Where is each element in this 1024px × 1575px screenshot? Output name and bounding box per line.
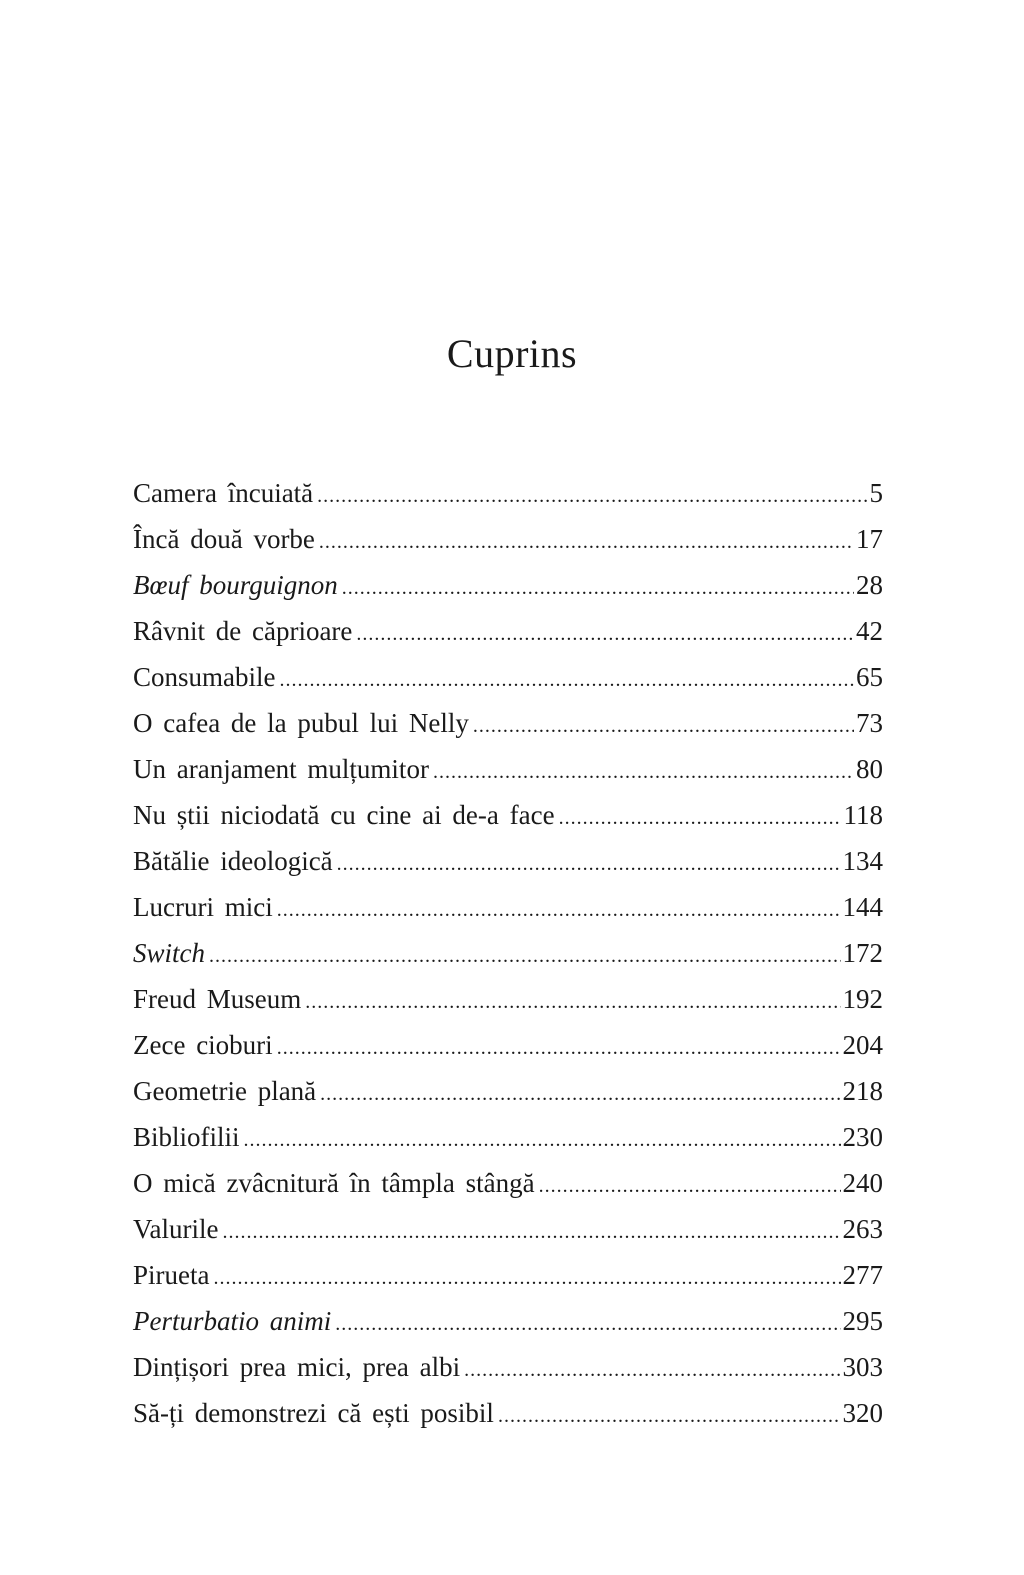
toc-entry-title: Un aranjament mulțumitor — [133, 754, 429, 784]
toc-leader-dots — [433, 749, 854, 795]
toc-entry — [133, 1068, 883, 1114]
toc-entry — [133, 1344, 883, 1390]
toc-entry — [133, 930, 883, 976]
page-title: Cuprins — [446, 331, 578, 376]
toc-entry — [133, 1298, 883, 1344]
toc-leader-dots — [209, 933, 841, 979]
toc-entry-page: 320 — [842, 1398, 883, 1428]
toc-entry-title: Bibliofilii — [133, 1122, 240, 1152]
toc-entry-title: Să-ți demonstrezi că ești posibil — [133, 1398, 494, 1428]
toc-leader-dots — [305, 979, 840, 1025]
toc-entry — [133, 838, 883, 884]
toc-leader-dots — [356, 611, 854, 657]
toc-leader-dots — [473, 703, 854, 749]
toc-leader-dots — [559, 795, 842, 841]
toc-entry-page: 218 — [842, 1076, 883, 1106]
toc-entry-title: Zece cioburi — [133, 1030, 273, 1060]
toc-entry-title: Geometrie plană — [133, 1076, 317, 1106]
toc-entry — [133, 884, 883, 930]
toc-entry — [133, 1160, 883, 1206]
toc-entry-page: 5 — [869, 478, 883, 508]
toc-entry — [133, 516, 883, 562]
toc-entry-page: 42 — [856, 616, 883, 646]
toc-entry-page: 118 — [843, 800, 883, 830]
toc-entry-page: 295 — [842, 1306, 883, 1336]
toc-entry — [133, 746, 883, 792]
toc-entry — [133, 562, 883, 608]
toc-entry-title: O cafea de la pubul lui Nelly — [133, 708, 469, 738]
toc-entry-page: 80 — [856, 754, 883, 784]
toc-entry-title: Bœuf bourguignon — [133, 570, 338, 600]
toc-entry-title: Nu știi niciodată cu cine ai de-a face — [133, 800, 555, 830]
toc-entry-page: 277 — [842, 1260, 883, 1290]
toc-entry-page: 144 — [842, 892, 883, 922]
toc-entry — [133, 1206, 883, 1252]
toc-leader-dots — [342, 565, 854, 611]
toc-leader-dots — [213, 1255, 840, 1301]
toc-entry — [133, 976, 883, 1022]
toc-entry-page: 230 — [842, 1122, 883, 1152]
toc-leader-dots — [244, 1117, 841, 1163]
toc-leader-dots — [280, 657, 855, 703]
toc-entry-page: 134 — [842, 846, 883, 876]
toc-leader-dots — [277, 1025, 841, 1071]
toc-leader-dots — [222, 1209, 840, 1255]
toc-entry-title: Bătălie ideologică — [133, 846, 333, 876]
toc-entry-title: Consumabile — [133, 662, 276, 692]
toc-entry-title: Freud Museum — [133, 984, 302, 1014]
toc-entry-title: Dințișori prea mici, prea albi — [133, 1352, 461, 1382]
toc-entry-page: 204 — [842, 1030, 883, 1060]
toc-entry — [133, 470, 883, 516]
toc-entry — [133, 1022, 883, 1068]
toc-entry-page: 263 — [842, 1214, 883, 1244]
toc-leader-dots — [317, 473, 867, 519]
toc-entry — [133, 654, 883, 700]
table-of-contents — [133, 470, 883, 1436]
toc-entry — [133, 608, 883, 654]
toc-entry-title: Pirueta — [133, 1260, 210, 1290]
toc-entry — [133, 1390, 883, 1436]
toc-entry-title: Switch — [133, 938, 205, 968]
toc-entry-title: Încă două vorbe — [133, 524, 315, 554]
toc-entry-page: 303 — [842, 1352, 883, 1382]
toc-entry-page: 65 — [856, 662, 883, 692]
toc-leader-dots — [464, 1347, 840, 1393]
toc-entry-title: O mică zvâcnitură în tâmpla stângă — [133, 1168, 535, 1198]
toc-entry-page: 17 — [856, 524, 883, 554]
toc-entry-title: Lucruri mici — [133, 892, 273, 922]
toc-entry-page: 240 — [842, 1168, 883, 1198]
toc-leader-dots — [498, 1393, 841, 1439]
toc-leader-dots — [277, 887, 841, 933]
toc-entry — [133, 792, 883, 838]
toc-entry — [133, 1252, 883, 1298]
toc-entry-page: 73 — [856, 708, 883, 738]
toc-entry-title: Camera încuiată — [133, 478, 314, 508]
toc-leader-dots — [320, 1071, 840, 1117]
toc-leader-dots — [319, 519, 854, 565]
toc-entry-page: 192 — [842, 984, 883, 1014]
toc-entry-title: Râvnit de căprioare — [133, 616, 353, 646]
toc-entry — [133, 700, 883, 746]
toc-entry — [133, 1114, 883, 1160]
toc-entry-title: Valurile — [133, 1214, 219, 1244]
toc-entry-title: Perturbatio animi — [133, 1306, 332, 1336]
toc-entry-page: 172 — [842, 938, 883, 968]
toc-leader-dots — [539, 1163, 841, 1209]
toc-entry-page: 28 — [856, 570, 883, 600]
toc-leader-dots — [337, 841, 841, 887]
toc-leader-dots — [335, 1301, 840, 1347]
